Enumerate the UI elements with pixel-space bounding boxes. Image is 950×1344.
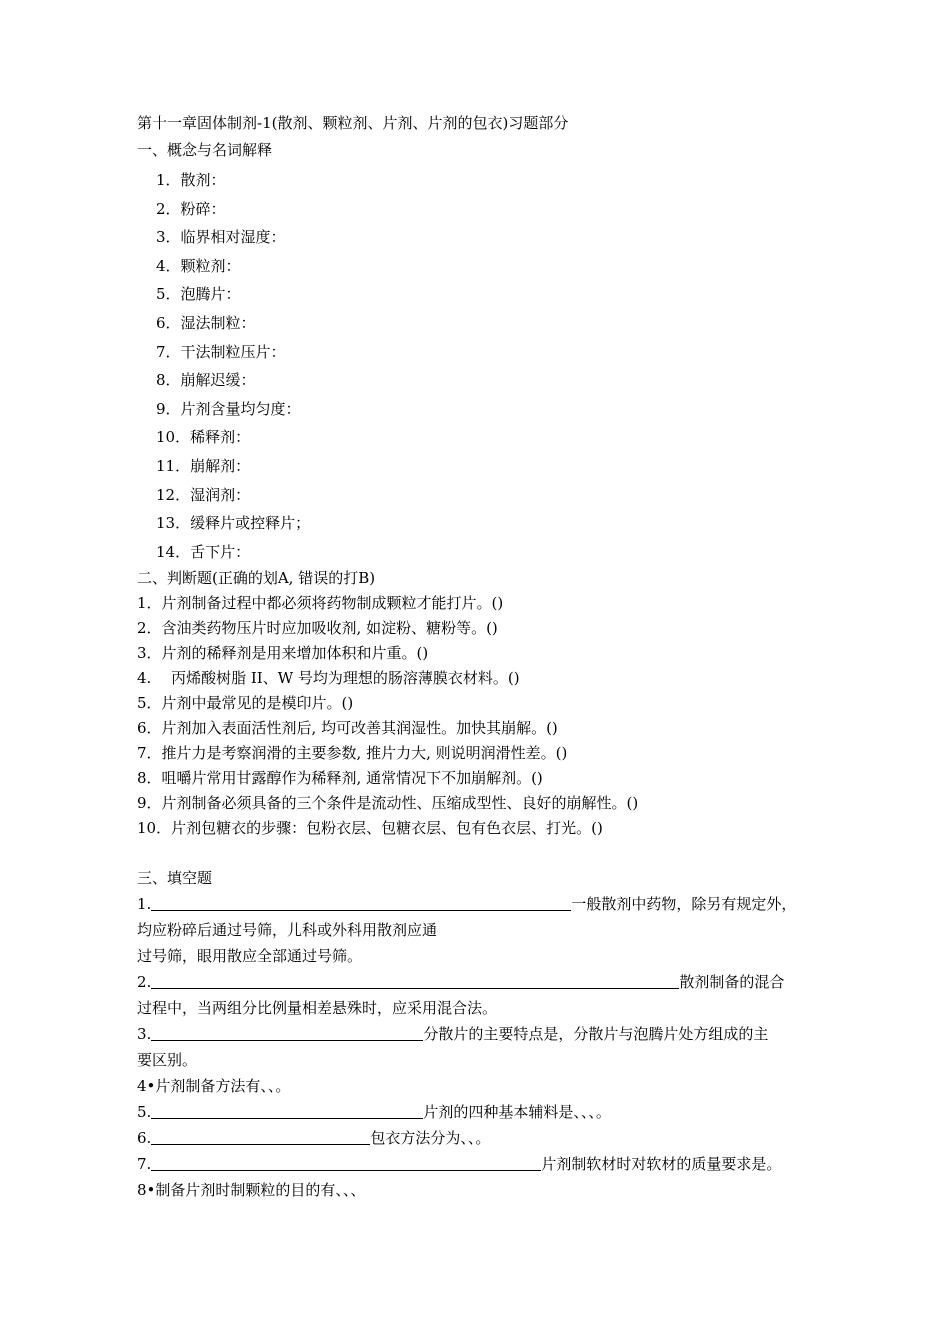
fill-in-question-1	[137, 891, 827, 917]
true-false-item: 10．片剂包糖衣的步骤：包粉衣层、包糖衣层、包有色衣层、打光。()	[137, 819, 603, 838]
definition-item: 5．泡腾片：	[156, 285, 241, 304]
answer-blank[interactable]	[151, 1022, 423, 1041]
true-false-list	[137, 591, 827, 841]
question-number: 7.	[137, 1155, 152, 1174]
question-text: 散剂制备的混合	[679, 973, 785, 992]
fill-in-list	[137, 891, 827, 1203]
true-false-item: 1．片剂制备过程中都必须将药物制成颗粒才能打片。()	[137, 594, 504, 613]
fill-in-question-3	[137, 1021, 827, 1047]
question-number: 6.	[137, 1129, 152, 1148]
fill-in-question-6	[137, 1125, 827, 1151]
question-number: 1.	[137, 895, 152, 914]
fill-in-question-7	[137, 1151, 827, 1177]
answer-blank[interactable]	[151, 970, 679, 989]
question-text-continued: 均应粉碎后通过号筛，儿科或外科用散剂应通	[137, 921, 438, 940]
document-title: 第十一章固体制剂-1(散剂、颗粒剂、片剂、片剂的包衣)习题部分	[137, 114, 569, 132]
question-number: 2.	[137, 973, 152, 992]
question-text-continued: 过号筛，眼用散应全部通过号筛。	[137, 947, 363, 966]
true-false-item: 2．含油类药物压片时应加吸收剂, 如淀粉、糖粉等。()	[137, 619, 498, 638]
true-false-item: 5．片剂中最常见的是模印片。()	[137, 694, 354, 713]
answer-blank[interactable]	[151, 1152, 541, 1171]
definition-item: 8．崩解迟缓：	[156, 371, 256, 390]
definition-item: 3．临界相对湿度：	[156, 228, 286, 247]
question-text: 分散片的主要特点是，分散片与泡腾片处方组成的主	[423, 1025, 769, 1044]
definition-item: 7．干法制粒压片：	[156, 342, 286, 361]
definition-item: 4．颗粒剂：	[156, 256, 241, 275]
answer-blank[interactable]	[151, 1100, 423, 1119]
true-false-item: 7．推片力是考察润滑的主要参数, 推片力大, 则说明润滑性差。()	[137, 744, 568, 763]
fill-in-question-8: 8•制备片剂时制颗粒的目的有、、、	[137, 1181, 366, 1200]
definition-item: 9．片剂含量均匀度：	[156, 399, 301, 418]
fill-in-question-4: 4•片剂制备方法有、、。	[137, 1077, 291, 1096]
question-text-continued: 要区别。	[137, 1051, 198, 1070]
definition-item: 10．稀释剂：	[156, 428, 251, 447]
question-text: 包衣方法分为、、。	[370, 1129, 491, 1148]
question-text: 片剂的四种基本辅料是、、、。	[423, 1103, 611, 1122]
question-number: 5.	[137, 1103, 152, 1122]
section-2-heading: 二、判断题(正确的划A, 错误的打B)	[137, 569, 376, 588]
definition-item: 12．湿润剂：	[156, 485, 251, 504]
section-1-heading: 一、概念与名词解释	[137, 140, 273, 159]
definition-item: 2．粉碎：	[156, 199, 226, 218]
true-false-item: 8．咀嚼片常用甘露醇作为稀释剂, 通常情况下不加崩解剂。()	[137, 769, 543, 788]
question-text-continued: 过程中，当两组分比例量相差悬殊时，应采用混合法。	[137, 999, 498, 1018]
section-3-heading: 三、填空题	[137, 869, 213, 888]
question-text: 片剂制软材时对软材的质量要求是。	[541, 1155, 782, 1174]
definition-item: 1．散剂：	[156, 171, 226, 189]
fill-in-question-5	[137, 1099, 827, 1125]
fill-in-question-2	[137, 969, 827, 995]
true-false-item: 4. 丙烯酸树脂 II、W 号均为理想的肠溶薄膜衣材料。()	[137, 669, 520, 688]
answer-blank[interactable]	[151, 1126, 370, 1145]
question-number: 3.	[137, 1025, 152, 1044]
question-text: 一般散剂中药物，除另有规定外，	[571, 895, 797, 914]
definition-item: 6．湿法制粒：	[156, 313, 256, 332]
definition-item: 11．崩解剂：	[156, 456, 251, 475]
true-false-item: 9．片剂制备必须具备的三个条件是流动性、压缩成型性、良好的崩解性。()	[137, 794, 639, 813]
section-spacer	[137, 841, 827, 865]
definition-item: 13．缓释片或控释片；	[156, 514, 311, 533]
definition-list	[137, 166, 827, 566]
true-false-item: 3．片剂的稀释剂是用来增加体积和片重。()	[137, 644, 429, 663]
true-false-item: 6．片剂加入表面活性剂后, 均可改善其润湿性。加快其崩解。()	[137, 719, 558, 738]
answer-blank[interactable]	[151, 892, 571, 911]
document-page	[137, 114, 827, 1203]
definition-item: 14．舌下片：	[156, 542, 251, 561]
